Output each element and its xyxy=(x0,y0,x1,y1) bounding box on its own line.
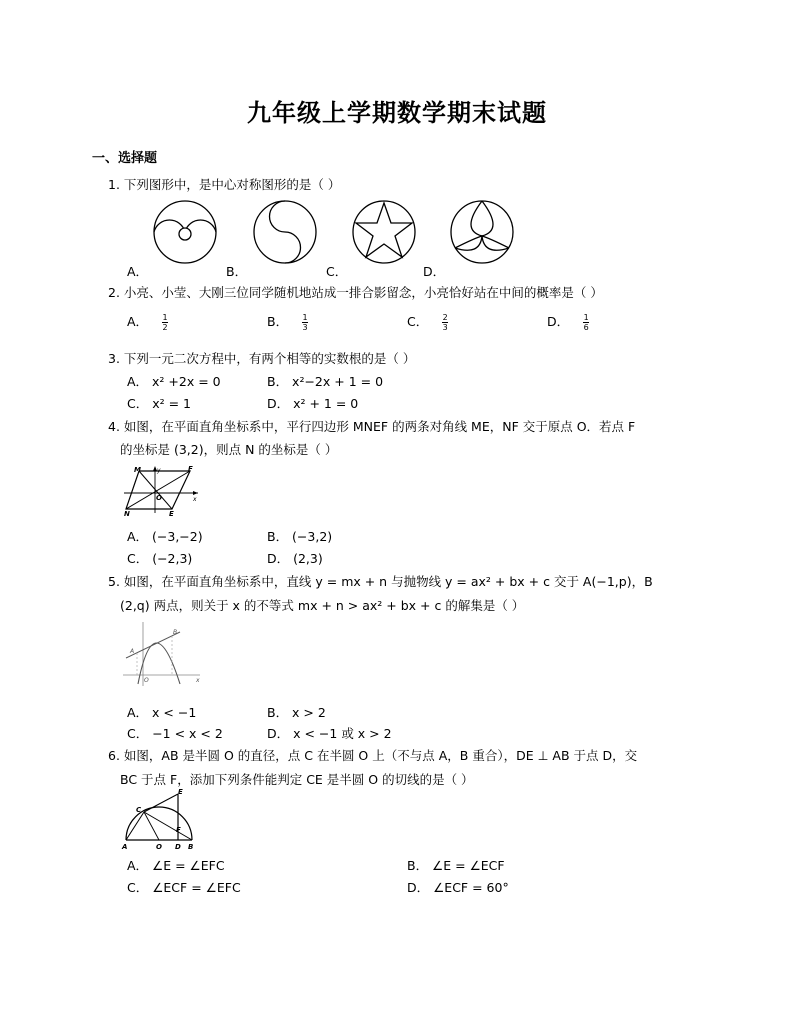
q2-option-c-label: C． xyxy=(407,314,429,329)
q4-option-b: B． (−3,2) xyxy=(267,529,333,544)
q2-fraction-c-num: 2 xyxy=(442,313,448,322)
q2-option-a-label: A． xyxy=(127,314,149,329)
question-6-line-2: BC 于点 F，添加下列条件能判定 CE 是半圆 O 的切线的是（ ） xyxy=(120,772,474,787)
q5-option-b: B． x > 2 xyxy=(267,705,326,720)
q1-option-b: B． xyxy=(226,264,248,279)
q2-fraction-a-den: 2 xyxy=(162,323,168,332)
q5-option-c: C． −1 < x < 2 xyxy=(127,726,223,741)
q4-figure xyxy=(122,465,202,517)
q2-fraction-a-num: 1 xyxy=(162,313,168,322)
q2-fraction-c xyxy=(442,313,448,332)
q1-figure-d xyxy=(450,200,520,265)
q2-option-a xyxy=(127,312,168,332)
q6-label-d: D xyxy=(175,843,181,851)
q2-option-c xyxy=(407,312,448,332)
question-6-line-1: 6. 如图，AB 是半圆 O 的直径，点 C 在半圆 O 上（不与点 A，B 重合），DE ⊥ AB 于点 D，交 xyxy=(108,748,638,763)
question-4-line-1: 4. 如图，在平面直角坐标系中，平行四边形 MNEF 的两条对角线 ME，NF 交于原点 O．若点 F xyxy=(108,419,636,434)
q6-option-c: C． ∠ECF = ∠EFC xyxy=(127,880,241,895)
q4-label-f: F xyxy=(188,465,193,473)
q6-label-a: A xyxy=(122,843,128,851)
question-5-line-2: (2,q) 两点，则关于 x 的不等式 mx + n > ax² + bx + c 的解集是（ ） xyxy=(120,598,525,613)
q2-fraction-b xyxy=(302,313,308,332)
q5-label-b: B xyxy=(173,629,178,636)
question-4-line-2: 的坐标是 (3,2)，则点 N 的坐标是（ ） xyxy=(120,442,338,457)
q5-label-o: O xyxy=(144,677,149,684)
q1-option-c: C． xyxy=(326,264,348,279)
q3-option-b: B． x²−2x + 1 = 0 xyxy=(267,374,384,389)
q2-option-d xyxy=(547,312,589,332)
q1-option-a: A． xyxy=(127,264,149,279)
q1-figure-a xyxy=(153,200,223,265)
q2-fraction-d-den: 6 xyxy=(583,323,589,332)
q2-option-d-label: D． xyxy=(547,314,570,329)
q4-option-c: C． (−2,3) xyxy=(127,551,193,566)
q5-figure xyxy=(120,620,202,688)
q2-option-b-label: B． xyxy=(267,314,289,329)
q6-label-c: C xyxy=(136,806,142,814)
q4-label-o: O xyxy=(156,494,162,502)
q6-figure xyxy=(120,790,200,850)
section-heading: 一、选择题 xyxy=(92,151,158,166)
q5-label-a: A xyxy=(130,648,135,655)
q6-option-d: D． ∠ECF = 60° xyxy=(407,880,509,895)
q4-label-x: x xyxy=(193,496,197,503)
question-5-line-1: 5. 如图，在平面直角坐标系中，直线 y = mx + n 与抛物线 y = ax² + bx + c 交于 A(−1,p)，B xyxy=(108,574,653,589)
question-1-text: 1. 下列图形中，是中心对称图形的是（ ） xyxy=(108,177,341,192)
q1-figure-c xyxy=(352,200,422,265)
q2-option-b xyxy=(267,312,308,332)
question-3-text: 3. 下列一元二次方程中，有两个相等的实数根的是（ ） xyxy=(108,351,416,366)
q3-option-a: A． x² +2x = 0 xyxy=(127,374,221,389)
question-2-text: 2. 小亮、小莹、大刚三位同学随机地站成一排合影留念，小亮恰好站在中间的概率是（ ） xyxy=(108,285,603,300)
page-title: 九年级上学期数学期末试题 xyxy=(247,99,547,127)
q6-label-b: B xyxy=(188,843,194,851)
q1-figure-b xyxy=(253,200,323,265)
q4-label-y: y xyxy=(157,467,161,474)
q2-fraction-d xyxy=(583,313,589,332)
q4-label-e: E xyxy=(169,510,174,518)
q5-label-x: x xyxy=(196,677,200,684)
q6-label-f: F xyxy=(176,826,181,834)
q2-fraction-b-den: 3 xyxy=(302,323,308,332)
q4-label-n: N xyxy=(124,510,130,518)
q2-fraction-b-num: 1 xyxy=(302,313,308,322)
q6-option-b: B． ∠E = ∠ECF xyxy=(407,858,505,873)
q4-option-a: A． (−3,−2) xyxy=(127,529,203,544)
q4-option-d: D． (2,3) xyxy=(267,551,323,566)
q2-fraction-a xyxy=(162,313,168,332)
q3-option-c: C． x² = 1 xyxy=(127,396,191,411)
q6-label-o: O xyxy=(156,843,162,851)
q2-fraction-d-num: 1 xyxy=(583,313,589,322)
q1-option-d: D． xyxy=(423,264,446,279)
q3-option-d: D． x² + 1 = 0 xyxy=(267,396,359,411)
q4-label-m: M xyxy=(134,466,141,474)
q5-option-a: A． x < −1 xyxy=(127,705,197,720)
q6-label-e: E xyxy=(178,788,183,796)
q2-fraction-c-den: 3 xyxy=(442,323,448,332)
q5-option-d: D． x < −1 或 x > 2 xyxy=(267,726,392,741)
q6-option-a: A． ∠E = ∠EFC xyxy=(127,858,225,873)
